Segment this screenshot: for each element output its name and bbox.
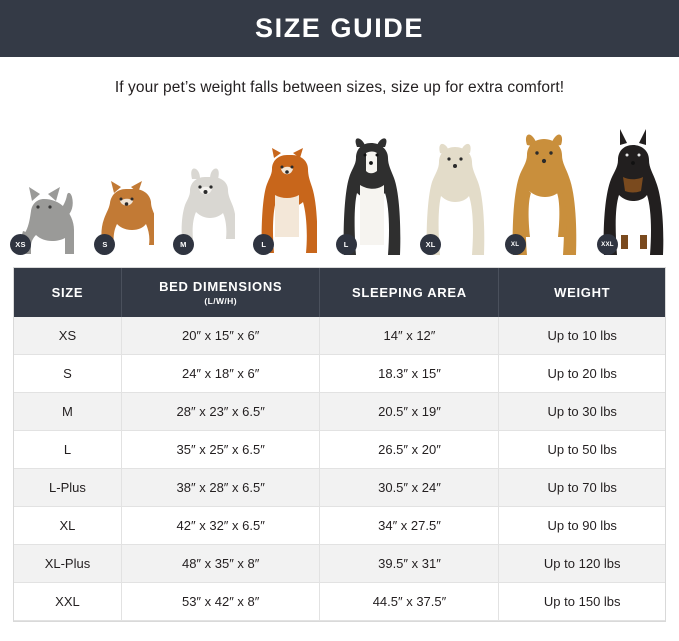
pet-figure-xl-golden [509,115,579,255]
cell-sleeping-area: 26.5″ x 20″ [320,431,499,469]
column-header-weight-label: WEIGHT [554,285,611,300]
size-badge-m: M [173,234,194,255]
cell-sleeping-area: 30.5″ x 24″ [320,469,499,507]
size-table-header [14,268,665,317]
size-table-container [13,267,666,622]
cell-weight: Up to 90 lbs [499,507,665,545]
column-header-bed-dimensions-label: BED DIMENSIONS [159,279,283,294]
cell-sleeping-area: 44.5″ x 37.5″ [320,583,499,621]
cell-weight: Up to 70 lbs [499,469,665,507]
table-row [14,431,665,469]
subtitle-text: If your pet’s weight falls between sizes, size up for extra comfort! [114,79,565,96]
cell-sleeping-area: 39.5″ x 31″ [320,545,499,583]
cell-size: L [14,431,121,469]
pet-figure-l-collie [340,115,402,255]
table-row [14,583,665,621]
cell-weight: Up to 120 lbs [499,545,665,583]
pet-figure-xs [14,115,76,255]
cell-size: XL [14,507,121,545]
subtitle-container [0,57,679,97]
pet-figure-xl [424,115,486,255]
cell-sleeping-area: 14″ x 12″ [320,317,499,355]
cell-size: XXL [14,583,121,621]
table-row [14,317,665,355]
pet-figure-l [257,115,317,255]
size-badge-xl-golden: XL [505,234,526,255]
cell-sleeping-area: 34″ x 27.5″ [320,507,499,545]
column-header-bed-dimensions [121,268,320,317]
cell-size: XL-Plus [14,545,121,583]
table-row [14,355,665,393]
size-badge-s: S [94,234,115,255]
table-row [14,393,665,431]
page-title: SIZE GUIDE [254,13,425,43]
cell-dimensions: 38″ x 28″ x 6.5″ [121,469,320,507]
header-banner [0,0,679,57]
pet-illustration-row [0,115,679,255]
cell-weight: Up to 10 lbs [499,317,665,355]
cell-dimensions: 53″ x 42″ x 8″ [121,583,320,621]
size-badge-xl: XL [420,234,441,255]
column-header-size [14,268,121,317]
cell-dimensions: 24″ x 18″ x 6″ [121,355,320,393]
column-header-sleeping-area [320,268,499,317]
column-header-sleeping-area-label: SLEEPING AREA [352,285,467,300]
size-table [14,268,665,621]
cell-size: XS [14,317,121,355]
cell-dimensions: 28″ x 23″ x 6.5″ [121,393,320,431]
cell-size: S [14,355,121,393]
table-header-row [14,268,665,317]
cell-size: M [14,393,121,431]
cell-sleeping-area: 18.3″ x 15″ [320,355,499,393]
pet-figure-xxl [601,115,665,255]
cell-size: L-Plus [14,469,121,507]
table-row [14,545,665,583]
column-header-weight [499,268,665,317]
cell-dimensions: 20″ x 15″ x 6″ [121,317,320,355]
cell-weight: Up to 20 lbs [499,355,665,393]
size-badge-xs: XS [10,234,31,255]
cell-weight: Up to 30 lbs [499,393,665,431]
cell-dimensions: 35″ x 25″ x 6.5″ [121,431,320,469]
cell-weight: Up to 50 lbs [499,431,665,469]
cell-sleeping-area: 20.5″ x 19″ [320,393,499,431]
size-badge-l: L [253,234,274,255]
cell-dimensions: 48″ x 35″ x 8″ [121,545,320,583]
column-header-bed-dimensions-sub: (L/W/H) [204,296,237,306]
cell-weight: Up to 150 lbs [499,583,665,621]
pet-figure-s [98,115,154,255]
size-table-body [14,317,665,621]
column-header-size-label: SIZE [51,285,84,300]
table-row [14,507,665,545]
size-badge-l-collie: L [336,234,357,255]
cell-dimensions: 42″ x 32″ x 6.5″ [121,507,320,545]
table-row [14,469,665,507]
size-badge-xxl: XXL [597,234,618,255]
pet-figure-m [177,115,235,255]
